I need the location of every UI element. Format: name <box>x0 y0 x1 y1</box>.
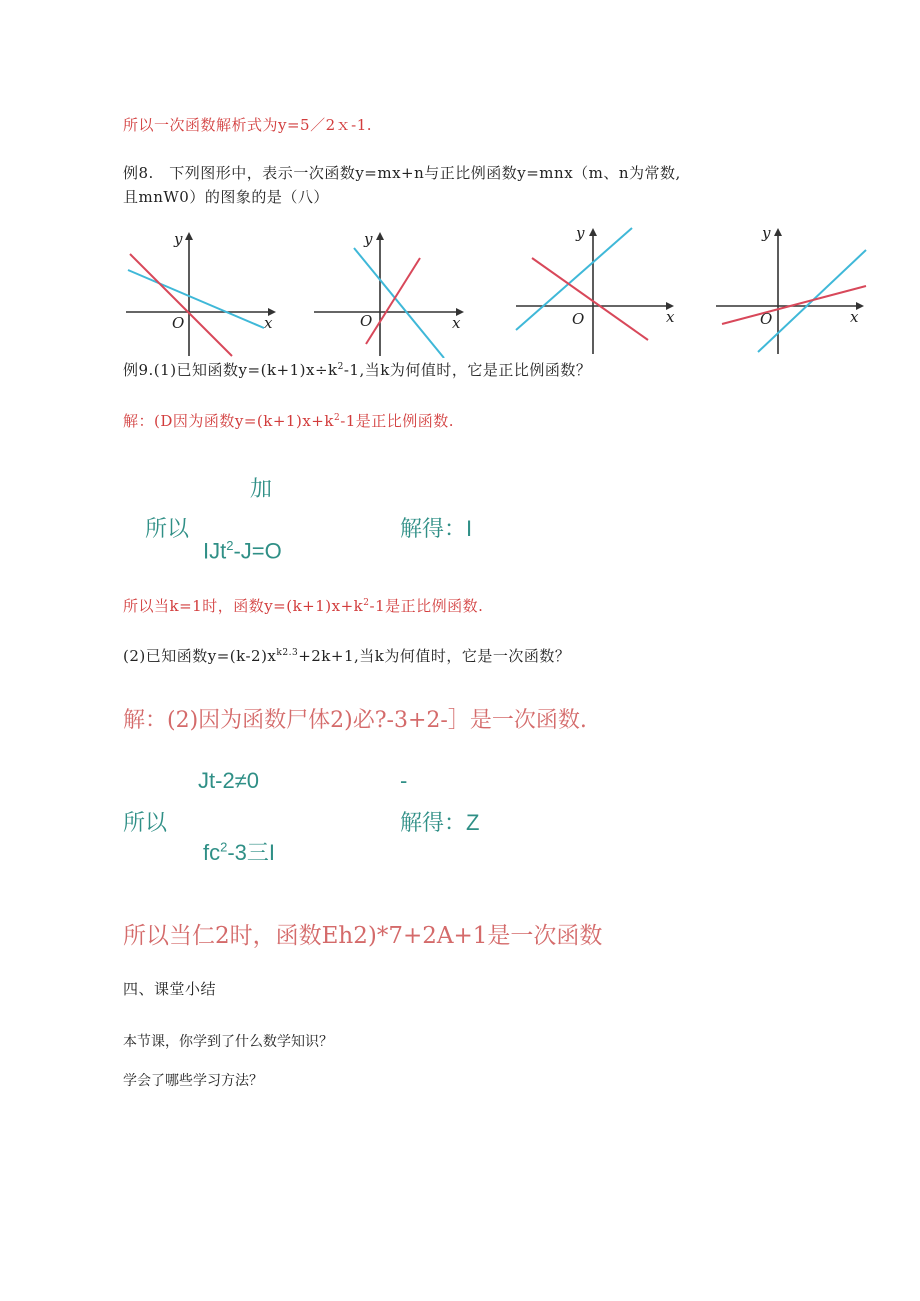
summary-question1: 本节课，你学到了什么数学知识？ <box>123 1034 333 1050</box>
system2-equation1: Jt-2≠0 <box>198 768 259 793</box>
solution-line-ex7: 所以一次函数解析式为y=5／2ｘ-1. <box>123 116 373 134</box>
section-heading-summary: 四、课堂小结 <box>123 980 217 998</box>
system1-equation: IJt$^2$-J=O <box>203 538 282 564</box>
example8-question-line2: 且mnW0）的图象的是（八） <box>123 188 329 206</box>
example9-part2-question: (2)已知函数$y=(k-2)x^{k2.3}+2k+1$,当k为何值时，它是一次函数？ <box>123 647 571 665</box>
y-label: y <box>576 224 585 242</box>
example9-part1-question: 例9.(1)已知函数$y=(k+1)x\div k^2-1$,当k为何值时，它是正比例函数？ <box>123 361 592 379</box>
y-label: y <box>174 230 183 248</box>
system1-suoyi: 所以 <box>145 516 190 541</box>
example9-part2-conclusion: 所以当仁2时，函数Eh2)*7+2A+1是一次函数 <box>123 923 603 949</box>
example9-part1-solution: 解：(D因为函数$y=(k+1)x+k^2-1$是正比例函数. <box>123 412 455 430</box>
example9-part2-solution: 解：(2)因为函数尸体2)必?-3+2-］是一次函数. <box>123 708 587 733</box>
red-line <box>366 258 420 344</box>
y-arrow-icon <box>185 232 193 240</box>
example9-part1-conclusion: 所以当k=1时，函数$y=(k+1)x+k^2-1$是正比例函数. <box>123 597 484 615</box>
graph-d <box>712 222 872 358</box>
x-label: x <box>264 314 273 332</box>
origin-label: O <box>172 314 185 332</box>
x-label: x <box>666 308 675 326</box>
example8-question-line1: 例8. 下列图形中，表示一次函数y=mx+n与正比例函数y=mnx（m、n为常数, <box>123 164 681 182</box>
y-arrow-icon <box>774 228 782 236</box>
red-line <box>532 258 648 340</box>
red-line <box>130 254 232 356</box>
origin-label: O <box>360 312 373 330</box>
system2-result: 解得：Z <box>400 810 480 835</box>
system2-suoyi: 所以 <box>123 810 168 835</box>
system1-top-text: 加 <box>250 476 273 501</box>
y-label: y <box>762 224 771 242</box>
y-label: y <box>364 230 373 248</box>
x-label: x <box>850 308 859 326</box>
system1-result: 解得：I <box>400 516 473 541</box>
graph-b <box>312 226 472 358</box>
graph-c <box>512 222 682 358</box>
y-arrow-icon <box>376 232 384 240</box>
graph-a <box>120 226 280 358</box>
summary-question2: 学会了哪些学习方法？ <box>123 1073 263 1089</box>
system2-equation2: $fc^2-3$三I <box>203 839 276 865</box>
origin-label: O <box>760 310 773 328</box>
y-arrow-icon <box>589 228 597 236</box>
origin-label: O <box>572 310 585 328</box>
x-label: x <box>452 314 461 332</box>
system2-dash: - <box>400 768 408 793</box>
